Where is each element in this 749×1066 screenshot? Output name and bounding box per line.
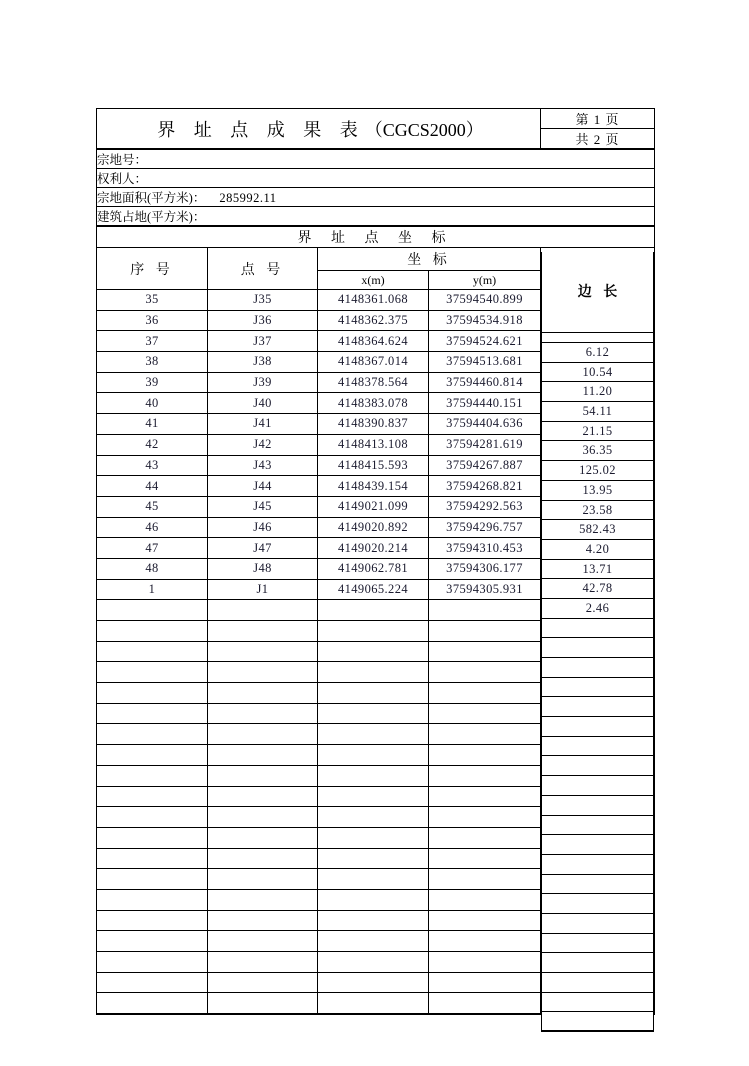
cell-y	[429, 993, 541, 1014]
cell-y	[429, 972, 541, 993]
cell-y: 37594267.887	[429, 455, 541, 476]
cell-x: 4148439.154	[318, 476, 429, 497]
cell-seq	[97, 683, 208, 704]
cell-seq	[97, 848, 208, 869]
cell-point: J37	[208, 331, 318, 352]
cell-point: J43	[208, 455, 318, 476]
side-length-cell	[541, 934, 654, 954]
cell-point: J36	[208, 310, 318, 331]
parcel-no-value	[147, 153, 161, 167]
cell-x	[318, 683, 429, 704]
gjd-result-table-document	[96, 108, 654, 1015]
cell-point	[208, 889, 318, 910]
cell-point	[208, 621, 318, 642]
cell-point: J42	[208, 434, 318, 455]
cell-seq: 38	[97, 352, 208, 373]
side-length-cell	[541, 737, 654, 757]
cell-y: 37594513.681	[429, 352, 541, 373]
cell-y	[429, 952, 541, 973]
cell-point: J40	[208, 393, 318, 414]
cell-seq	[97, 724, 208, 745]
cell-point: J38	[208, 352, 318, 373]
cell-x	[318, 641, 429, 662]
side-length-cell	[541, 638, 654, 658]
cell-y	[429, 910, 541, 931]
cell-x: 4148362.375	[318, 310, 429, 331]
cell-y	[429, 765, 541, 786]
cell-point: J46	[208, 517, 318, 538]
cell-x: 4148378.564	[318, 372, 429, 393]
cell-x: 4148413.108	[318, 434, 429, 455]
cell-seq: 37	[97, 331, 208, 352]
cell-x: 4149021.099	[318, 496, 429, 517]
cell-seq: 39	[97, 372, 208, 393]
cell-seq: 48	[97, 558, 208, 579]
cell-point: J45	[208, 496, 318, 517]
cell-y: 37594281.619	[429, 434, 541, 455]
cell-x	[318, 827, 429, 848]
cell-x	[318, 910, 429, 931]
cell-y	[429, 786, 541, 807]
cell-y: 37594460.814	[429, 372, 541, 393]
cell-point	[208, 745, 318, 766]
cell-point: J48	[208, 558, 318, 579]
side-length-cell: 13.71	[541, 560, 654, 580]
side-length-cell	[541, 855, 654, 875]
cell-seq: 35	[97, 290, 208, 311]
cell-seq	[97, 889, 208, 910]
cell-point	[208, 952, 318, 973]
cell-point	[208, 869, 318, 890]
cell-y: 37594268.821	[429, 476, 541, 497]
side-length-cell: 11.20	[541, 382, 654, 402]
cell-seq: 45	[97, 496, 208, 517]
cell-point: J41	[208, 414, 318, 435]
cell-point	[208, 910, 318, 931]
cell-x	[318, 765, 429, 786]
cell-point: J44	[208, 476, 318, 497]
cell-seq: 42	[97, 434, 208, 455]
page-total: 共 2 页	[541, 129, 655, 150]
cell-y	[429, 869, 541, 890]
cell-y	[429, 621, 541, 642]
cell-y	[429, 807, 541, 828]
side-length-header: 边 长	[541, 252, 654, 333]
document-title-latin: （CGCS2000）	[364, 119, 484, 140]
cell-point	[208, 993, 318, 1014]
cell-seq: 44	[97, 476, 208, 497]
cell-point	[208, 600, 318, 621]
cell-y	[429, 641, 541, 662]
side-length-cell	[541, 796, 654, 816]
column-header-coord-group: 坐 标	[318, 248, 541, 271]
cell-y	[429, 703, 541, 724]
cell-seq	[97, 972, 208, 993]
column-header-x: x(m)	[318, 271, 429, 290]
side-length-cell: 582.43	[541, 520, 654, 540]
cell-y: 37594310.453	[429, 538, 541, 559]
side-length-column	[541, 108, 654, 1032]
cell-seq	[97, 952, 208, 973]
cell-x: 4148367.014	[318, 352, 429, 373]
side-length-cell	[541, 697, 654, 717]
cell-point	[208, 972, 318, 993]
cell-x	[318, 621, 429, 642]
cell-x	[318, 724, 429, 745]
parcel-no-label: 宗地号：	[97, 153, 148, 167]
cell-y: 37594296.757	[429, 517, 541, 538]
cell-seq: 40	[97, 393, 208, 414]
side-length-cell: 21.15	[541, 422, 654, 442]
cell-y	[429, 683, 541, 704]
cell-y	[429, 662, 541, 683]
cell-seq	[97, 910, 208, 931]
side-length-cell	[541, 658, 654, 678]
column-header-seq: 序 号	[97, 248, 208, 290]
cell-point	[208, 724, 318, 745]
cell-y: 37594305.931	[429, 579, 541, 600]
side-length-cell	[541, 953, 654, 973]
cell-x: 4149020.214	[318, 538, 429, 559]
cell-seq	[97, 765, 208, 786]
cell-x	[318, 662, 429, 683]
document-title-cjk: 界 址 点 成 果 表	[157, 119, 365, 140]
side-length-cell: 4.20	[541, 540, 654, 560]
cell-y	[429, 724, 541, 745]
side-length-cell	[541, 756, 654, 776]
cell-seq	[97, 641, 208, 662]
side-length-cell	[541, 835, 654, 855]
cell-x	[318, 869, 429, 890]
building-area-label: 建筑占地(平方米)：	[97, 210, 206, 224]
cell-point	[208, 931, 318, 952]
cell-point: J35	[208, 290, 318, 311]
cell-y	[429, 827, 541, 848]
building-area-value	[205, 210, 219, 224]
cell-seq	[97, 993, 208, 1014]
cell-x	[318, 993, 429, 1014]
cell-x	[318, 848, 429, 869]
cell-point	[208, 641, 318, 662]
cell-point	[208, 683, 318, 704]
page-current: 第 1 页	[541, 109, 655, 129]
parcel-area-label: 宗地面积(平方米)：	[97, 191, 206, 205]
cell-point	[208, 848, 318, 869]
cell-point	[208, 827, 318, 848]
section-header: 界 址 点 坐 标	[97, 226, 655, 248]
cell-y: 37594540.899	[429, 290, 541, 311]
cell-seq: 43	[97, 455, 208, 476]
side-length-cell	[541, 993, 654, 1013]
cell-seq	[97, 621, 208, 642]
cell-seq	[97, 703, 208, 724]
side-length-cell: 36.35	[541, 441, 654, 461]
cell-point: J1	[208, 579, 318, 600]
cell-seq: 41	[97, 414, 208, 435]
cell-x	[318, 952, 429, 973]
cell-seq	[97, 869, 208, 890]
cell-y: 37594440.151	[429, 393, 541, 414]
cell-y	[429, 889, 541, 910]
side-length-cell	[541, 894, 654, 914]
cell-seq: 36	[97, 310, 208, 331]
cell-y	[429, 931, 541, 952]
cell-x: 4149062.781	[318, 558, 429, 579]
side-length-cell: 2.46	[541, 599, 654, 619]
cell-x	[318, 972, 429, 993]
cell-point: J47	[208, 538, 318, 559]
cell-x: 4148361.068	[318, 290, 429, 311]
side-length-cell: 42.78	[541, 579, 654, 599]
cell-y	[429, 600, 541, 621]
side-length-cell: 10.54	[541, 363, 654, 383]
cell-y: 37594404.636	[429, 414, 541, 435]
side-length-cell: 54.11	[541, 402, 654, 422]
cell-y: 37594524.621	[429, 331, 541, 352]
cell-point	[208, 662, 318, 683]
cell-x	[318, 786, 429, 807]
cell-seq: 1	[97, 579, 208, 600]
side-length-cell: 6.12	[541, 343, 654, 363]
column-header-y: y(m)	[429, 271, 541, 290]
cell-x: 4148415.593	[318, 455, 429, 476]
side-length-cell	[541, 973, 654, 993]
cell-point	[208, 765, 318, 786]
cell-point	[208, 786, 318, 807]
cell-y	[429, 848, 541, 869]
cell-x: 4149065.224	[318, 579, 429, 600]
cell-x	[318, 745, 429, 766]
cell-x: 4148383.078	[318, 393, 429, 414]
side-length-cell	[541, 717, 654, 737]
cell-seq	[97, 931, 208, 952]
cell-x: 4148390.837	[318, 414, 429, 435]
side-length-cell	[541, 816, 654, 836]
side-length-stub	[541, 333, 654, 343]
cell-seq: 47	[97, 538, 208, 559]
side-length-cell	[541, 1012, 654, 1032]
cell-y	[429, 745, 541, 766]
cell-y: 37594306.177	[429, 558, 541, 579]
cell-y: 37594534.918	[429, 310, 541, 331]
cell-x: 4148364.624	[318, 331, 429, 352]
column-header-point: 点 号	[208, 248, 318, 290]
cell-seq	[97, 662, 208, 683]
cell-seq	[97, 745, 208, 766]
owner-value	[147, 172, 161, 186]
cell-y: 37594292.563	[429, 496, 541, 517]
cell-x	[318, 807, 429, 828]
cell-seq	[97, 600, 208, 621]
document-title	[97, 109, 541, 150]
side-length-cell: 13.95	[541, 481, 654, 501]
parcel-area-value: 285992.11	[219, 191, 277, 205]
side-length-cell	[541, 776, 654, 796]
side-length-cell	[541, 875, 654, 895]
cell-point	[208, 703, 318, 724]
cell-x	[318, 703, 429, 724]
cell-x	[318, 931, 429, 952]
cell-x	[318, 889, 429, 910]
cell-seq: 46	[97, 517, 208, 538]
cell-x	[318, 600, 429, 621]
side-length-cell: 23.58	[541, 501, 654, 521]
cell-x: 4149020.892	[318, 517, 429, 538]
owner-label: 权利人：	[97, 172, 148, 186]
cell-seq	[97, 827, 208, 848]
side-length-cell	[541, 619, 654, 639]
side-length-cell: 125.02	[541, 461, 654, 481]
cell-seq	[97, 786, 208, 807]
cell-point	[208, 807, 318, 828]
side-length-cell	[541, 914, 654, 934]
side-length-cell	[541, 678, 654, 698]
cell-point: J39	[208, 372, 318, 393]
side-column-spacer	[541, 108, 654, 252]
cell-seq	[97, 807, 208, 828]
